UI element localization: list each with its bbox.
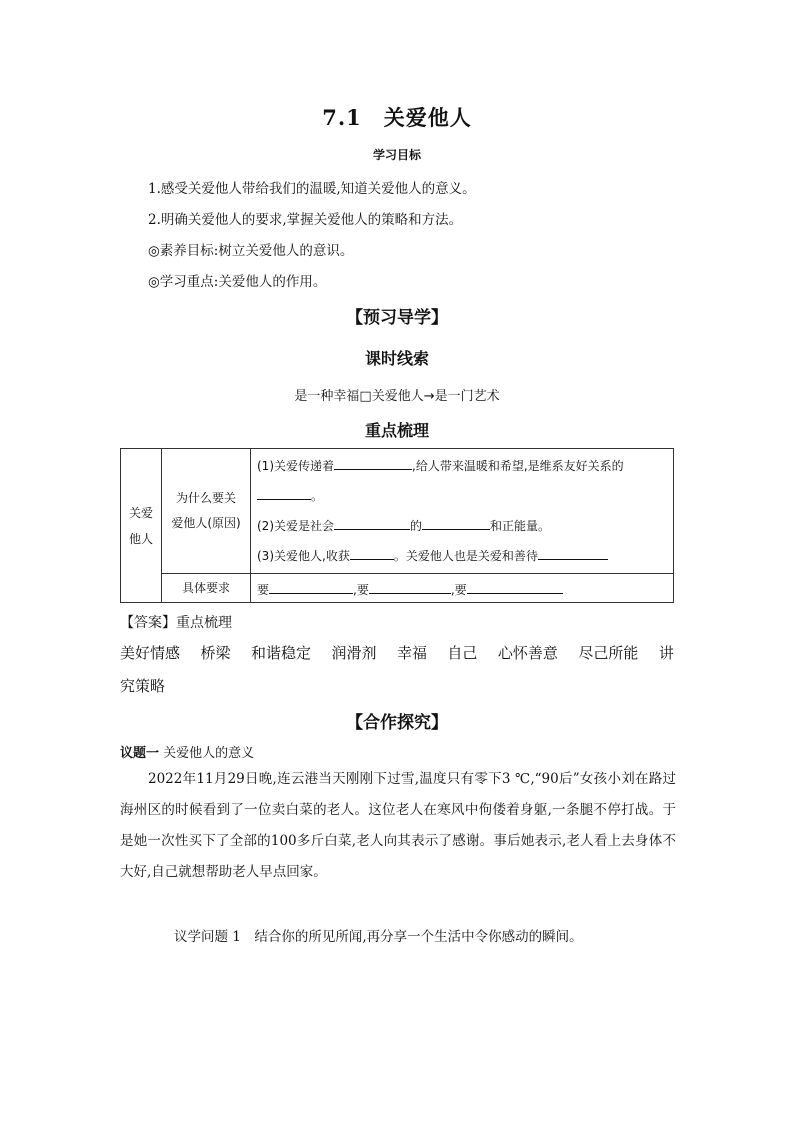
- discussion-question: 议学问题 1 结合你的所见所闻,再分享一个生活中令你感动的瞬间。: [174, 929, 583, 945]
- learning-goals-heading: 学习目标: [372, 148, 421, 162]
- fill-blank[interactable]: [350, 545, 394, 560]
- fill-blank[interactable]: [538, 545, 608, 560]
- topic-paragraph: 2022年11月29日晚,连云港当天刚刚下过雪,温度只有零下3 ℃,“90后”女孩小刘在路过海州区的时候看到了一位卖白菜的老人。这位老人在寒风中佝偻着身躯,一条腿不停打战。于是她一次性买下了全部的100多斤白菜,老人向其表示了感谢。事后她表示,老人看上去身体不大好,自己就想帮助老人早点回家。: [120, 771, 676, 880]
- goal-item: 2.明确关爱他人的要求,掌握关爱他人的策略和方法。: [148, 212, 463, 228]
- answer-terms: [120, 642, 674, 663]
- answer-term: 讲: [658, 644, 674, 662]
- why-item-1-cont: 。: [257, 481, 673, 511]
- why-item-1: (1)关爱传递着 ,给人带来温暖和希望,是维系友好关系的: [257, 451, 673, 481]
- section-clue-heading: 课时线索: [364, 349, 429, 368]
- answer-term: 尽己所能: [578, 644, 639, 662]
- why-item-2: (2)关爱是社会 的 和正能量。: [257, 511, 673, 541]
- answer-term: 美好情感: [120, 644, 181, 662]
- why-label-cell: [162, 449, 251, 574]
- req-label-cell: 具体要求: [162, 574, 251, 603]
- answer-term: 和谐稳定: [250, 644, 311, 662]
- key-points-table: [120, 448, 674, 603]
- section-cooperation-heading: 【合作探究】: [346, 713, 448, 733]
- fill-blank[interactable]: [334, 455, 412, 470]
- why-item-3: (3)关爱他人,收获 。关爱他人也是关爱和善待: [257, 541, 673, 571]
- answer-term-continuation: 究策略: [120, 677, 166, 695]
- answer-term: 心怀善意: [497, 644, 558, 662]
- goal-item: 1.感受关爱他人带给我们的温暖,知道关爱他人的意义。: [148, 181, 476, 197]
- fill-blank[interactable]: [334, 515, 410, 530]
- topic-name: 关爱他人的意义: [163, 746, 255, 761]
- fill-blank[interactable]: [269, 579, 353, 594]
- answer-term: 润滑剂: [331, 644, 377, 662]
- goal-item: ◎学习重点:关爱他人的作用。: [148, 274, 327, 290]
- topic-heading: [120, 742, 254, 761]
- why-label-line: 爱他人(原因): [171, 516, 241, 530]
- clue-chain: 是一种幸福□关爱他人→是一门艺术: [294, 389, 500, 404]
- row-head-line: 关爱: [128, 505, 153, 520]
- answer-term: 自己: [447, 644, 478, 662]
- topic-label: 议题一: [120, 746, 160, 761]
- section-preview-heading: 【预习导学】: [346, 308, 448, 328]
- goal-item: ◎素养目标:树立关爱他人的意识。: [148, 243, 354, 259]
- row-head-cell: [121, 449, 162, 603]
- why-label-line: 为什么要关: [175, 491, 236, 505]
- fill-blank[interactable]: [422, 515, 490, 530]
- why-items-cell: [251, 449, 674, 574]
- page-title: 7.1 关爱他人: [322, 105, 472, 130]
- answer-term: 桥梁: [200, 644, 231, 662]
- req-items-cell: 要 ,要 ,要: [251, 574, 674, 603]
- fill-blank[interactable]: [257, 485, 311, 500]
- answer-heading: 【答案】重点梳理: [120, 615, 232, 631]
- row-head-line: 他人: [128, 531, 153, 546]
- section-key-points-heading: 重点梳理: [364, 421, 429, 440]
- answer-term: 幸福: [396, 644, 427, 662]
- fill-blank[interactable]: [369, 579, 451, 594]
- fill-blank[interactable]: [467, 579, 563, 594]
